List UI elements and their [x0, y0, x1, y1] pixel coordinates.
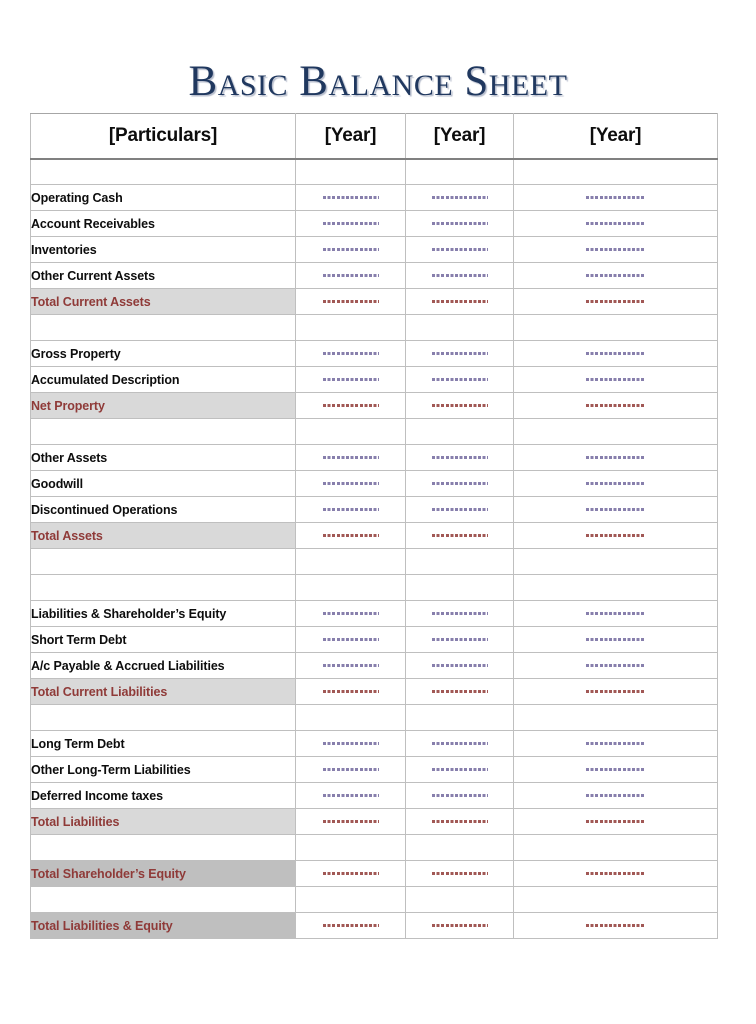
table-row — [31, 627, 718, 653]
value-cell-empty[interactable] — [296, 835, 406, 861]
table-row — [31, 341, 718, 367]
value-cell-empty[interactable] — [296, 419, 406, 445]
table-spacer-row — [31, 419, 718, 445]
dashed-placeholder-icon — [432, 924, 488, 927]
value-cell-placeholder[interactable] — [406, 393, 514, 419]
column-header-year-2: [Year] — [406, 114, 514, 159]
table-row — [31, 497, 718, 523]
value-cell-placeholder[interactable] — [406, 263, 514, 289]
dashed-placeholder-icon — [323, 196, 379, 199]
dashed-placeholder-icon — [586, 924, 646, 927]
table-header — [31, 114, 718, 159]
table-row — [31, 601, 718, 627]
dashed-placeholder-icon — [586, 742, 646, 745]
table-row — [31, 185, 718, 211]
value-cell-placeholder[interactable] — [406, 861, 514, 887]
value-cell-empty[interactable] — [514, 705, 718, 731]
value-cell-empty[interactable] — [514, 835, 718, 861]
value-cell-empty[interactable] — [296, 575, 406, 601]
row-label: Discontinued Operations — [31, 497, 296, 523]
table-row — [31, 263, 718, 289]
value-cell-placeholder[interactable] — [514, 809, 718, 835]
value-cell-placeholder[interactable] — [514, 523, 718, 549]
table-total-row — [31, 393, 718, 419]
value-cell-empty[interactable] — [514, 549, 718, 575]
value-cell-placeholder[interactable] — [514, 367, 718, 393]
table-row — [31, 731, 718, 757]
row-label-empty — [31, 705, 296, 731]
value-cell-placeholder[interactable] — [296, 913, 406, 939]
table-row — [31, 653, 718, 679]
dashed-placeholder-icon — [432, 508, 488, 511]
value-cell-placeholder[interactable] — [296, 679, 406, 705]
dashed-placeholder-icon — [432, 690, 488, 693]
value-cell-placeholder[interactable] — [296, 367, 406, 393]
row-label: Total Shareholder’s Equity — [31, 861, 296, 887]
value-cell-empty[interactable] — [406, 835, 514, 861]
value-cell-empty[interactable] — [296, 159, 406, 185]
dashed-placeholder-icon — [586, 638, 646, 641]
dashed-placeholder-icon — [432, 274, 488, 277]
row-label-empty — [31, 575, 296, 601]
row-label-empty — [31, 419, 296, 445]
dashed-placeholder-icon — [586, 664, 646, 667]
dashed-placeholder-icon — [432, 352, 488, 355]
value-cell-placeholder[interactable] — [514, 211, 718, 237]
dashed-placeholder-icon — [323, 456, 379, 459]
row-label: Other Current Assets — [31, 263, 296, 289]
dashed-placeholder-icon — [586, 300, 646, 303]
row-label: Total Liabilities — [31, 809, 296, 835]
value-cell-placeholder[interactable] — [296, 289, 406, 315]
dashed-placeholder-icon — [586, 482, 646, 485]
value-cell-placeholder[interactable] — [296, 185, 406, 211]
row-label: Short Term Debt — [31, 627, 296, 653]
dashed-placeholder-icon — [432, 482, 488, 485]
row-label: Net Property — [31, 393, 296, 419]
column-header-year-1: [Year] — [296, 114, 406, 159]
balance-sheet-table-wrapper — [30, 113, 717, 939]
table-total-row — [31, 289, 718, 315]
dashed-placeholder-icon — [432, 404, 488, 407]
value-cell-placeholder[interactable] — [296, 783, 406, 809]
table-header-row — [31, 114, 718, 159]
value-cell-placeholder[interactable] — [296, 263, 406, 289]
dashed-placeholder-icon — [586, 820, 646, 823]
dashed-placeholder-icon — [323, 378, 379, 381]
dashed-placeholder-icon — [323, 742, 379, 745]
dashed-placeholder-icon — [432, 768, 488, 771]
row-label: Liabilities & Shareholder’s Equity — [31, 601, 296, 627]
value-cell-empty[interactable] — [514, 315, 718, 341]
row-label-empty — [31, 835, 296, 861]
table-total-row — [31, 861, 718, 887]
row-label: Other Long-Term Liabilities — [31, 757, 296, 783]
table-row — [31, 757, 718, 783]
value-cell-placeholder[interactable] — [514, 627, 718, 653]
row-label: Total Current Liabilities — [31, 679, 296, 705]
value-cell-placeholder[interactable] — [406, 809, 514, 835]
dashed-placeholder-icon — [323, 482, 379, 485]
value-cell-placeholder[interactable] — [406, 731, 514, 757]
dashed-placeholder-icon — [323, 274, 379, 277]
value-cell-placeholder[interactable] — [514, 913, 718, 939]
dashed-placeholder-icon — [586, 534, 646, 537]
table-spacer-row — [31, 315, 718, 341]
value-cell-empty[interactable] — [514, 887, 718, 913]
value-cell-placeholder[interactable] — [514, 289, 718, 315]
table-spacer-row — [31, 575, 718, 601]
dashed-placeholder-icon — [323, 820, 379, 823]
dashed-placeholder-icon — [323, 508, 379, 511]
row-label: Long Term Debt — [31, 731, 296, 757]
dashed-placeholder-icon — [323, 768, 379, 771]
dashed-placeholder-icon — [432, 456, 488, 459]
row-label-empty — [31, 549, 296, 575]
value-cell-empty[interactable] — [406, 549, 514, 575]
table-total-row — [31, 913, 718, 939]
dashed-placeholder-icon — [432, 300, 488, 303]
row-label: Goodwill — [31, 471, 296, 497]
value-cell-placeholder[interactable] — [406, 445, 514, 471]
value-cell-empty[interactable] — [296, 315, 406, 341]
row-label: Total Current Assets — [31, 289, 296, 315]
row-label: Accumulated Description — [31, 367, 296, 393]
value-cell-placeholder[interactable] — [514, 341, 718, 367]
value-cell-placeholder[interactable] — [296, 471, 406, 497]
dashed-placeholder-icon — [323, 404, 379, 407]
dashed-placeholder-icon — [323, 534, 379, 537]
table-row — [31, 211, 718, 237]
value-cell-placeholder[interactable] — [514, 393, 718, 419]
value-cell-placeholder[interactable] — [406, 367, 514, 393]
row-label: Other Assets — [31, 445, 296, 471]
dashed-placeholder-icon — [586, 794, 646, 797]
value-cell-placeholder[interactable] — [296, 809, 406, 835]
value-cell-placeholder[interactable] — [514, 263, 718, 289]
value-cell-empty[interactable] — [406, 419, 514, 445]
dashed-placeholder-icon — [586, 768, 646, 771]
table-spacer-row — [31, 549, 718, 575]
dashed-placeholder-icon — [586, 872, 646, 875]
row-label: Inventories — [31, 237, 296, 263]
value-cell-empty[interactable] — [406, 887, 514, 913]
value-cell-empty[interactable] — [296, 887, 406, 913]
dashed-placeholder-icon — [586, 508, 646, 511]
value-cell-placeholder[interactable] — [296, 731, 406, 757]
value-cell-placeholder[interactable] — [514, 861, 718, 887]
dashed-placeholder-icon — [323, 248, 379, 251]
column-header-particulars: [Particulars] — [31, 114, 296, 159]
value-cell-placeholder[interactable] — [296, 757, 406, 783]
value-cell-placeholder[interactable] — [514, 757, 718, 783]
dashed-placeholder-icon — [432, 872, 488, 875]
balance-sheet-table — [30, 113, 718, 939]
dashed-placeholder-icon — [586, 612, 646, 615]
table-body — [31, 159, 718, 939]
dashed-placeholder-icon — [432, 378, 488, 381]
value-cell-placeholder[interactable] — [406, 471, 514, 497]
row-label: A/c Payable & Accrued Liabilities — [31, 653, 296, 679]
dashed-placeholder-icon — [432, 196, 488, 199]
value-cell-placeholder[interactable] — [406, 341, 514, 367]
value-cell-placeholder[interactable] — [406, 679, 514, 705]
value-cell-empty[interactable] — [406, 705, 514, 731]
value-cell-placeholder[interactable] — [296, 393, 406, 419]
table-total-row — [31, 809, 718, 835]
value-cell-placeholder[interactable] — [296, 653, 406, 679]
value-cell-placeholder[interactable] — [296, 497, 406, 523]
dashed-placeholder-icon — [323, 690, 379, 693]
value-cell-placeholder[interactable] — [406, 627, 514, 653]
value-cell-empty[interactable] — [406, 575, 514, 601]
dashed-placeholder-icon — [432, 222, 488, 225]
table-total-row — [31, 523, 718, 549]
table-row — [31, 237, 718, 263]
value-cell-placeholder[interactable] — [514, 497, 718, 523]
table-spacer-row — [31, 705, 718, 731]
dashed-placeholder-icon — [432, 612, 488, 615]
row-label-empty — [31, 159, 296, 185]
value-cell-empty[interactable] — [406, 315, 514, 341]
value-cell-placeholder[interactable] — [406, 653, 514, 679]
dashed-placeholder-icon — [323, 794, 379, 797]
dashed-placeholder-icon — [586, 690, 646, 693]
value-cell-empty[interactable] — [406, 159, 514, 185]
dashed-placeholder-icon — [586, 222, 646, 225]
table-row — [31, 471, 718, 497]
dashed-placeholder-icon — [432, 742, 488, 745]
value-cell-empty[interactable] — [296, 705, 406, 731]
value-cell-placeholder[interactable] — [406, 523, 514, 549]
row-label-empty — [31, 315, 296, 341]
table-spacer-row — [31, 835, 718, 861]
value-cell-empty[interactable] — [514, 159, 718, 185]
dashed-placeholder-icon — [586, 352, 646, 355]
value-cell-placeholder[interactable] — [406, 289, 514, 315]
value-cell-placeholder[interactable] — [514, 471, 718, 497]
dashed-placeholder-icon — [432, 794, 488, 797]
dashed-placeholder-icon — [586, 248, 646, 251]
row-label: Operating Cash — [31, 185, 296, 211]
value-cell-placeholder[interactable] — [514, 653, 718, 679]
value-cell-placeholder[interactable] — [296, 237, 406, 263]
value-cell-empty[interactable] — [296, 549, 406, 575]
dashed-placeholder-icon — [432, 820, 488, 823]
dashed-placeholder-icon — [323, 300, 379, 303]
row-label: Account Receivables — [31, 211, 296, 237]
dashed-placeholder-icon — [432, 534, 488, 537]
value-cell-placeholder[interactable] — [406, 913, 514, 939]
dashed-placeholder-icon — [323, 222, 379, 225]
value-cell-empty[interactable] — [514, 575, 718, 601]
table-spacer-row — [31, 159, 718, 185]
dashed-placeholder-icon — [323, 924, 379, 927]
table-row — [31, 367, 718, 393]
row-label: Gross Property — [31, 341, 296, 367]
table-spacer-row — [31, 887, 718, 913]
dashed-placeholder-icon — [323, 638, 379, 641]
value-cell-placeholder[interactable] — [406, 211, 514, 237]
value-cell-placeholder[interactable] — [514, 445, 718, 471]
value-cell-placeholder[interactable] — [514, 679, 718, 705]
table-row — [31, 783, 718, 809]
value-cell-placeholder[interactable] — [514, 731, 718, 757]
value-cell-placeholder[interactable] — [514, 601, 718, 627]
value-cell-empty[interactable] — [514, 419, 718, 445]
value-cell-placeholder[interactable] — [296, 601, 406, 627]
row-label: Total Liabilities & Equity — [31, 913, 296, 939]
value-cell-placeholder[interactable] — [406, 497, 514, 523]
value-cell-placeholder[interactable] — [514, 783, 718, 809]
value-cell-placeholder[interactable] — [514, 237, 718, 263]
value-cell-placeholder[interactable] — [296, 445, 406, 471]
dashed-placeholder-icon — [586, 196, 646, 199]
column-header-year-3: [Year] — [514, 114, 718, 159]
dashed-placeholder-icon — [586, 404, 646, 407]
dashed-placeholder-icon — [323, 352, 379, 355]
dashed-placeholder-icon — [432, 664, 488, 667]
value-cell-placeholder[interactable] — [514, 185, 718, 211]
value-cell-placeholder[interactable] — [296, 341, 406, 367]
dashed-placeholder-icon — [586, 378, 646, 381]
value-cell-placeholder[interactable] — [406, 237, 514, 263]
value-cell-placeholder[interactable] — [296, 211, 406, 237]
value-cell-placeholder[interactable] — [406, 783, 514, 809]
table-row — [31, 445, 718, 471]
dashed-placeholder-icon — [323, 612, 379, 615]
dashed-placeholder-icon — [323, 664, 379, 667]
dashed-placeholder-icon — [323, 872, 379, 875]
dashed-placeholder-icon — [432, 248, 488, 251]
value-cell-placeholder[interactable] — [296, 861, 406, 887]
table-total-row — [31, 679, 718, 705]
dashed-placeholder-icon — [432, 638, 488, 641]
row-label: Total Assets — [31, 523, 296, 549]
value-cell-placeholder[interactable] — [406, 185, 514, 211]
row-label-empty — [31, 887, 296, 913]
value-cell-placeholder[interactable] — [406, 757, 514, 783]
dashed-placeholder-icon — [586, 456, 646, 459]
value-cell-placeholder[interactable] — [296, 627, 406, 653]
dashed-placeholder-icon — [586, 274, 646, 277]
value-cell-placeholder[interactable] — [296, 523, 406, 549]
row-label: Deferred Income taxes — [31, 783, 296, 809]
value-cell-placeholder[interactable] — [406, 601, 514, 627]
page-title: Basic Balance Sheet — [188, 57, 568, 105]
